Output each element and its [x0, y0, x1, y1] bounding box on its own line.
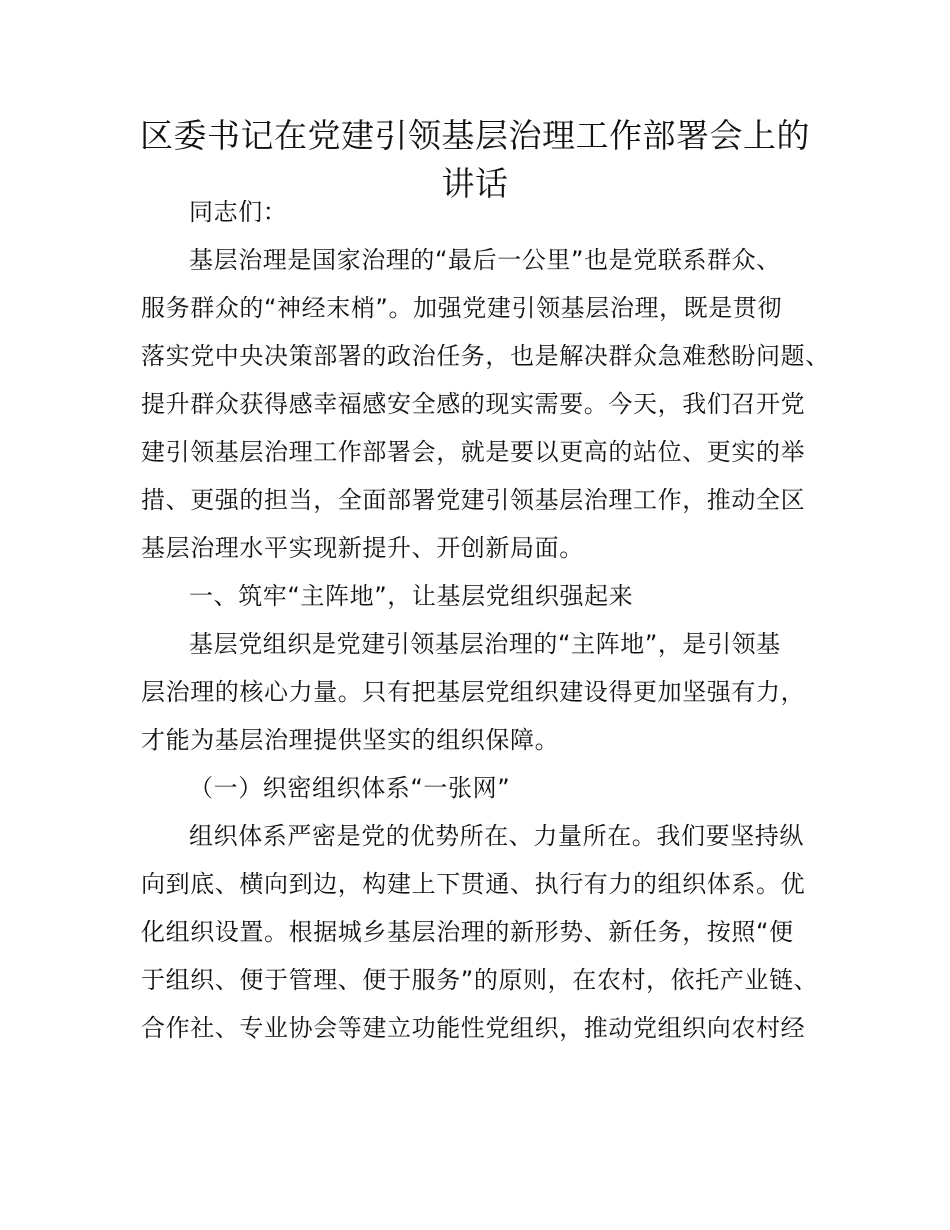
text-line: 于组织、便于管理、便于服务”的原则，在农村，依托产业链、: [141, 966, 819, 994]
section-heading-1: 一、筑牢“主阵地”，让基层党组织强起来: [189, 582, 634, 610]
text-line: 基层党组织是党建引领基层治理的“主阵地”，是引领基: [189, 630, 781, 658]
text-line: 基层治理水平实现新提升、开创新局面。: [141, 534, 584, 562]
title-line-2: 讲话: [441, 164, 509, 203]
subsection-heading-1: （一）织密组织体系“一张网”: [189, 774, 511, 802]
paragraph-section-1: [141, 620, 831, 764]
text-line: 合作社、专业协会等建立功能性党组织，推动党组织向农村经: [141, 1014, 806, 1042]
text-line: 组织体系严密是党的优势所在、力量所在。我们要坚持纵: [189, 822, 804, 850]
text-line: 层治理的核心力量。只有把基层党组织建设得更加坚强有力，: [141, 678, 806, 706]
text-line: 服务群众的“神经末梢”。加强党建引领基层治理，既是贯彻: [141, 294, 783, 322]
text-line: 向到底、横向到边，构建上下贯通、执行有力的组织体系。优: [141, 870, 806, 898]
text-line: 化组织设置。根据城乡基层治理的新形势、新任务，按照“便: [141, 918, 794, 946]
text-line: 基层治理是国家治理的“最后一公里”也是党联系群众、: [189, 246, 781, 274]
paragraph-subsection-1: [141, 812, 831, 1052]
salutation: 同志们：: [189, 198, 288, 226]
text-line: 措、更强的担当，全面部署党建引领基层治理工作，推动全区: [141, 486, 806, 514]
text-line: 才能为基层治理提供坚实的组织保障。: [141, 726, 560, 754]
document-body: [141, 188, 831, 1052]
text-line: 落实党中央决策部署的政治任务，也是解决群众急难愁盼问题、: [141, 342, 830, 370]
text-line: 建引领基层治理工作部署会，就是要以更高的站位、更实的举: [141, 438, 806, 466]
paragraph-intro: [141, 236, 831, 572]
text-line: 提升群众获得感幸福感安全感的现实需要。今天，我们召开党: [141, 390, 806, 418]
title-line-1: 区委书记在党建引领基层治理工作部署会上的: [140, 116, 810, 155]
